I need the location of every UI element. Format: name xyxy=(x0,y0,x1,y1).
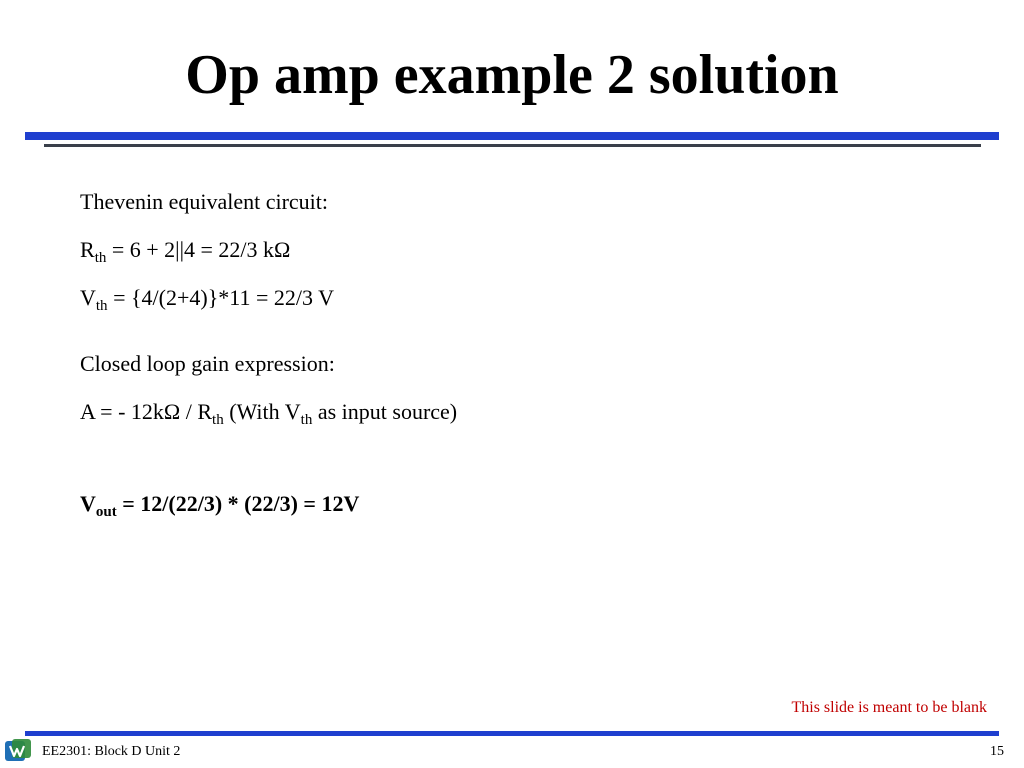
footer-page-number: 15 xyxy=(990,744,1004,759)
vth-symbol: V xyxy=(80,285,96,310)
vout-symbol: V xyxy=(80,491,96,516)
rth-symbol: R xyxy=(80,237,95,262)
title-divider-dark xyxy=(44,144,981,147)
slide-body xyxy=(80,186,960,520)
slide-title: Op amp example 2 solution xyxy=(185,44,839,106)
gain-equation xyxy=(80,396,960,428)
vth-subscript: th xyxy=(95,298,108,314)
vth-expression: = {4/(2+4)}*11 = 22/3 V xyxy=(107,285,334,310)
footer-course-label: EE2301: Block D Unit 2 xyxy=(42,744,181,759)
gain-middle: (With V xyxy=(223,399,301,424)
university-logo-icon xyxy=(4,738,32,764)
gain-rth-subscript: th xyxy=(212,412,224,428)
thevenin-heading: Thevenin equivalent circuit: xyxy=(80,189,329,214)
gain-suffix: as input source) xyxy=(312,399,458,424)
vout-equation xyxy=(80,488,960,520)
gain-vth-subscript: th xyxy=(300,412,313,428)
vout-expression: = 12/(22/3) * (22/3) = 12V xyxy=(116,491,360,516)
rth-subscript: th xyxy=(94,250,107,266)
gain-prefix: A = - 12kΩ / R xyxy=(80,399,213,424)
gain-heading: Closed loop gain expression: xyxy=(80,351,335,376)
vout-subscript: out xyxy=(95,504,117,520)
title-divider-blue xyxy=(25,132,999,140)
footer-divider xyxy=(25,731,999,736)
rth-equation xyxy=(80,234,960,266)
vth-equation xyxy=(80,282,960,314)
rth-expression: = 6 + 2||4 = 22/3 kΩ xyxy=(106,237,291,262)
blank-slide-note: This slide is meant to be blank xyxy=(791,699,987,716)
